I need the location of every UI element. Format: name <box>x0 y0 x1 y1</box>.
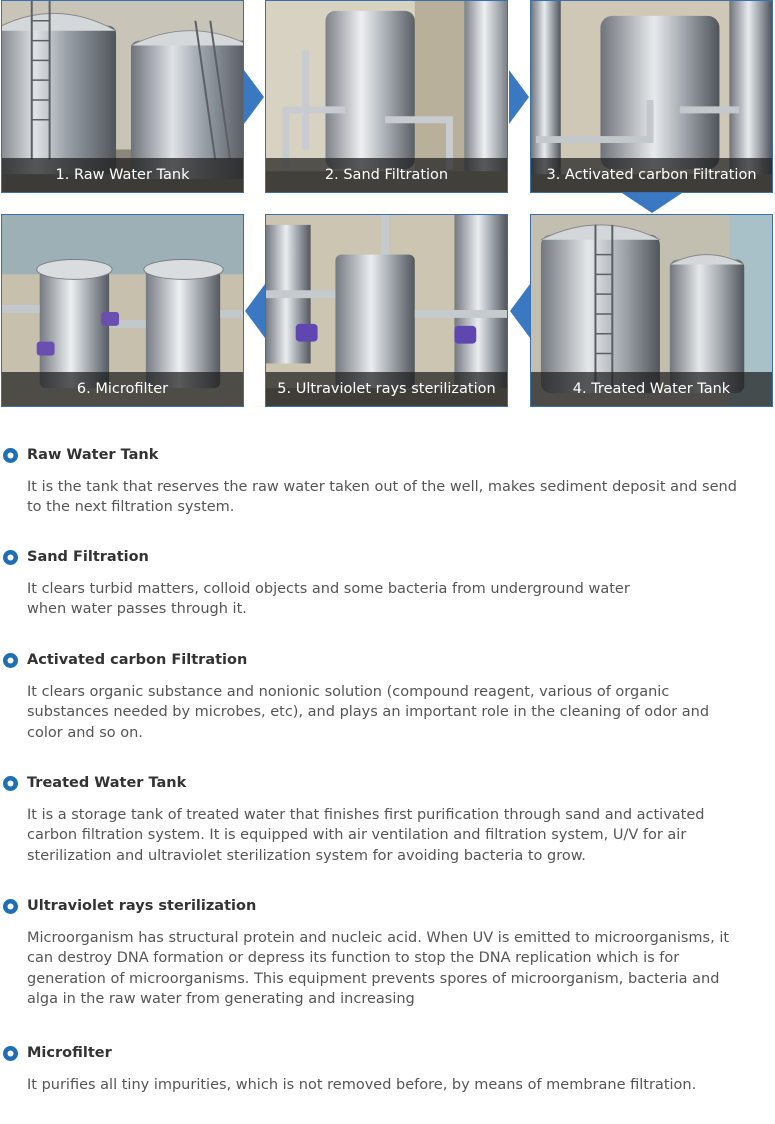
step-caption: 4. Treated Water Tank <box>531 372 772 406</box>
bullet-icon <box>2 1045 19 1062</box>
arrow-right-icon <box>244 70 264 124</box>
step-tile-activated-carbon-filtration <box>530 0 773 193</box>
bullet-icon <box>2 898 19 915</box>
bullet-icon <box>2 447 19 464</box>
arrow-shape <box>622 193 682 213</box>
step-tile-ultraviolet-sterilization <box>265 214 508 407</box>
section-title: Activated carbon Filtration <box>27 652 248 668</box>
bullet-icon <box>2 549 19 566</box>
step-caption: 6. Microfilter <box>2 372 243 406</box>
arrow-right-icon <box>509 70 529 124</box>
bullet-icon <box>2 652 19 669</box>
step-caption: 2. Sand Filtration <box>266 158 507 192</box>
step-caption: 1. Raw Water Tank <box>2 158 243 192</box>
arrow-shape <box>244 70 264 124</box>
arrow-left-icon <box>510 284 530 338</box>
arrow-shape <box>509 70 529 124</box>
step-caption: 3. Activated carbon Filtration <box>531 158 772 192</box>
step-tile-treated-water-tank <box>530 214 773 407</box>
section-title: Raw Water Tank <box>27 447 159 463</box>
arrow-shape <box>510 284 530 338</box>
section-title: Sand Filtration <box>27 549 149 565</box>
arrow-down-icon <box>622 193 682 213</box>
section-title: Ultraviolet rays sterilization <box>27 898 257 914</box>
section-body: Microorganism has structural protein and nucleic acid. When UV is emitted to microorganisms, it can destroy DNA formation or depress its function to stop the DNA replication which is for generation of microorganisms. This equipment prevents spores of microorganism, bacteria and alga in the raw water from generating and increasing <box>27 930 730 1007</box>
step-caption: 5. Ultraviolet rays sterilization <box>266 372 507 406</box>
arrow-shape <box>245 284 265 338</box>
section-body: It is the tank that reserves the raw water taken out of the well, makes sediment deposit and send to the next filtration system. <box>27 479 737 516</box>
bullet-icon <box>2 775 19 792</box>
section-body: It clears turbid matters, colloid objects and some bacteria from underground water when water passes through it. <box>27 581 630 618</box>
step-tile-sand-filtration <box>265 0 508 193</box>
section-body: It purifies all tiny impurities, which is not removed before, by means of membrane filtration. <box>27 1077 697 1093</box>
section-body: It is a storage tank of treated water that finishes first purification through sand and activated carbon filtration system. It is equipped with air ventilation and filtration system, U/V for air sterilization and ultraviolet sterilization system for avoiding bacteria to grow. <box>27 807 705 864</box>
step-tile-raw-water-tank <box>1 0 244 193</box>
section-title: Treated Water Tank <box>27 775 187 791</box>
arrow-left-icon <box>245 284 265 338</box>
section-body: It clears organic substance and nonionic solution (compound reagent, various of organic substances needed by microbes, etc), and plays an important role in the cleaning of odor and color and so on. <box>27 684 710 741</box>
step-tile-microfilter <box>1 214 244 407</box>
section-title: Microfilter <box>27 1045 112 1061</box>
